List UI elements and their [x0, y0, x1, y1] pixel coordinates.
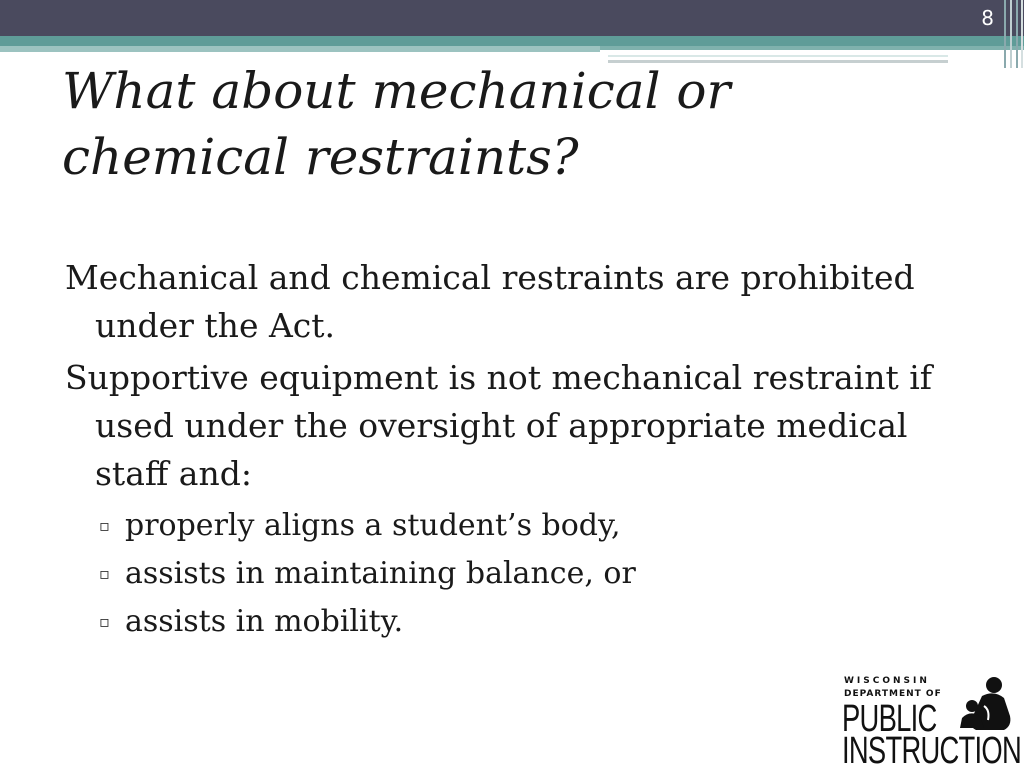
slide-title-line-2: chemical restraints? — [62, 128, 579, 186]
list-item — [65, 598, 965, 646]
slide-title-line-1: What about mechanical or — [62, 62, 731, 120]
square-bullet-icon: ▫ — [99, 564, 110, 583]
header-accent-line — [0, 46, 600, 52]
slide-title — [62, 58, 962, 190]
slide-body — [65, 254, 965, 646]
header-right-stripes — [1002, 0, 1024, 68]
sub-bullet-list — [65, 502, 965, 646]
list-item — [65, 502, 965, 550]
list-item-text: assists in maintaining balance, or — [125, 556, 636, 591]
square-bullet-icon: ▫ — [99, 612, 110, 631]
body-paragraph: Supportive equipment is not mechanical restraint if used under the oversight of appropriate medical staff and: — [65, 358, 933, 493]
list-item-text: assists in mobility. — [125, 604, 404, 639]
header-accent-band — [0, 36, 1024, 46]
logo-line-public: PUBLIC — [842, 698, 937, 740]
square-bullet-icon: ▫ — [99, 516, 110, 535]
logo-line-department: DEPARTMENT OF — [844, 689, 942, 699]
header-band — [0, 0, 1024, 36]
logo-line-wisconsin: WISCONSIN — [844, 676, 930, 686]
logo-line-instruction: INSTRUCTION — [842, 730, 1022, 768]
list-item — [65, 550, 965, 598]
body-paragraph: Mechanical and chemical restraints are prohibited under the Act. — [65, 258, 915, 345]
header-divider-light — [608, 55, 948, 57]
dpi-logo — [836, 672, 1022, 768]
parent-and-child-icon — [954, 676, 1018, 734]
page-number: 8 — [981, 6, 994, 30]
header-accent-line-right — [600, 46, 1024, 50]
list-item-text: properly aligns a student’s body, — [125, 508, 621, 543]
